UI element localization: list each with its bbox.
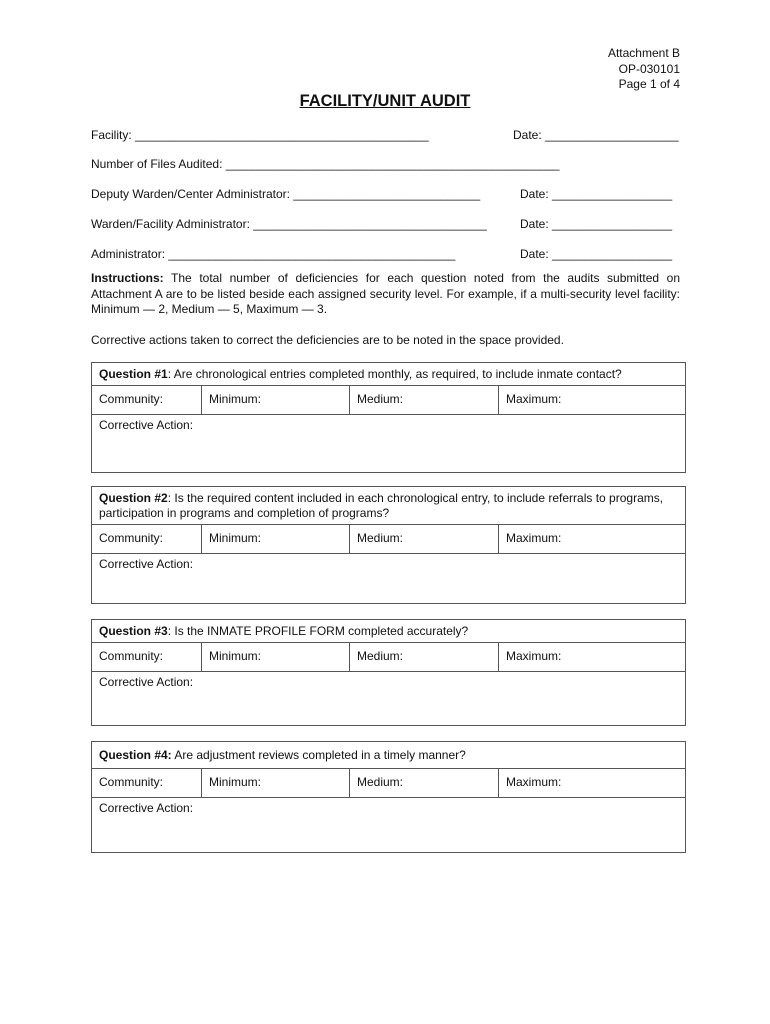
question-text: : Is the required content included in each chronological entry, to include referrals to programs, participation in programs and completion of programs? bbox=[99, 491, 664, 520]
security-level-row bbox=[92, 643, 685, 672]
medium-field[interactable]: Medium: bbox=[350, 386, 499, 414]
security-level-row bbox=[92, 525, 685, 554]
corrective-action-field[interactable]: Corrective Action: bbox=[99, 418, 194, 432]
question-text: Are adjustment reviews completed in a timely manner? bbox=[171, 748, 466, 762]
maximum-field[interactable]: Maximum: bbox=[506, 649, 562, 663]
minimum-field[interactable]: Minimum: bbox=[202, 386, 350, 414]
deputy-warden-date-field[interactable]: Date: __________________ bbox=[520, 187, 673, 201]
minimum-field[interactable]: Minimum: bbox=[202, 525, 350, 553]
administrator-field[interactable]: Administrator: ___________________________________________ bbox=[91, 247, 456, 261]
question-text: : Are chronological entries completed monthly, as required, to include inmate contact? bbox=[167, 367, 622, 381]
maximum-field[interactable]: Maximum: bbox=[506, 531, 562, 545]
question-text: : Is the INMATE PROFILE FORM completed accurately? bbox=[167, 624, 469, 638]
question-number: Question #3 bbox=[99, 624, 168, 638]
question-number: Question #2 bbox=[99, 491, 168, 505]
attachment-label: Attachment B bbox=[607, 46, 680, 60]
corrective-action-field[interactable]: Corrective Action: bbox=[99, 801, 194, 815]
instructions bbox=[91, 271, 680, 318]
minimum-field[interactable]: Minimum: bbox=[202, 643, 350, 671]
attachment-header bbox=[608, 46, 680, 93]
instructions-text: The total number of deficiencies for each question noted from the audits submitted on Attachment A are to be listed beside each assigned security level. For example, if a multi-security level facility: Minimum — 2, Medium — 5, Maximum — 3. bbox=[91, 271, 680, 316]
warden-date-field[interactable]: Date: __________________ bbox=[520, 217, 673, 231]
community-field[interactable]: Community: bbox=[92, 643, 202, 671]
community-field[interactable]: Community: bbox=[92, 525, 202, 553]
medium-field[interactable]: Medium: bbox=[350, 643, 499, 671]
question-number: Question #4: bbox=[99, 748, 172, 762]
maximum-field[interactable]: Maximum: bbox=[506, 775, 562, 789]
maximum-field[interactable]: Maximum: bbox=[506, 392, 562, 406]
question-box-1 bbox=[91, 362, 686, 473]
corrective-action-field[interactable]: Corrective Action: bbox=[99, 675, 194, 689]
question-number: Question #1 bbox=[99, 367, 168, 381]
warden-field[interactable]: Warden/Facility Administrator: ___________________________________ bbox=[91, 217, 487, 231]
security-level-row bbox=[92, 769, 685, 798]
corrective-note: Corrective actions taken to correct the deficiencies are to be noted in the space provided. bbox=[91, 333, 564, 347]
minimum-field[interactable]: Minimum: bbox=[202, 769, 350, 797]
community-field[interactable]: Community: bbox=[92, 386, 202, 414]
files-audited-field[interactable]: Number of Files Audited: __________________________________________________ bbox=[91, 157, 560, 171]
deputy-warden-field[interactable]: Deputy Warden/Center Administrator: ____________________________ bbox=[91, 187, 481, 201]
instructions-lead: Instructions: bbox=[91, 271, 164, 285]
question-header bbox=[92, 487, 685, 525]
community-field[interactable]: Community: bbox=[92, 769, 202, 797]
medium-field[interactable]: Medium: bbox=[350, 525, 499, 553]
page-title: FACILITY/UNIT AUDIT bbox=[299, 92, 471, 110]
corrective-action-field[interactable]: Corrective Action: bbox=[99, 557, 194, 571]
facility-field[interactable]: Facility: ____________________________________________ bbox=[91, 128, 429, 142]
question-header bbox=[92, 620, 685, 643]
facility-date-field[interactable]: Date: ____________________ bbox=[513, 128, 679, 142]
question-header bbox=[92, 363, 685, 386]
medium-field[interactable]: Medium: bbox=[350, 769, 499, 797]
question-box-4 bbox=[91, 741, 686, 853]
page-number: Page 1 of 4 bbox=[618, 77, 680, 91]
question-box-2 bbox=[91, 486, 686, 604]
question-box-3 bbox=[91, 619, 686, 726]
administrator-date-field[interactable]: Date: __________________ bbox=[520, 247, 673, 261]
question-header bbox=[92, 742, 685, 769]
security-level-row bbox=[92, 386, 685, 415]
document-code: OP-030101 bbox=[618, 61, 680, 76]
